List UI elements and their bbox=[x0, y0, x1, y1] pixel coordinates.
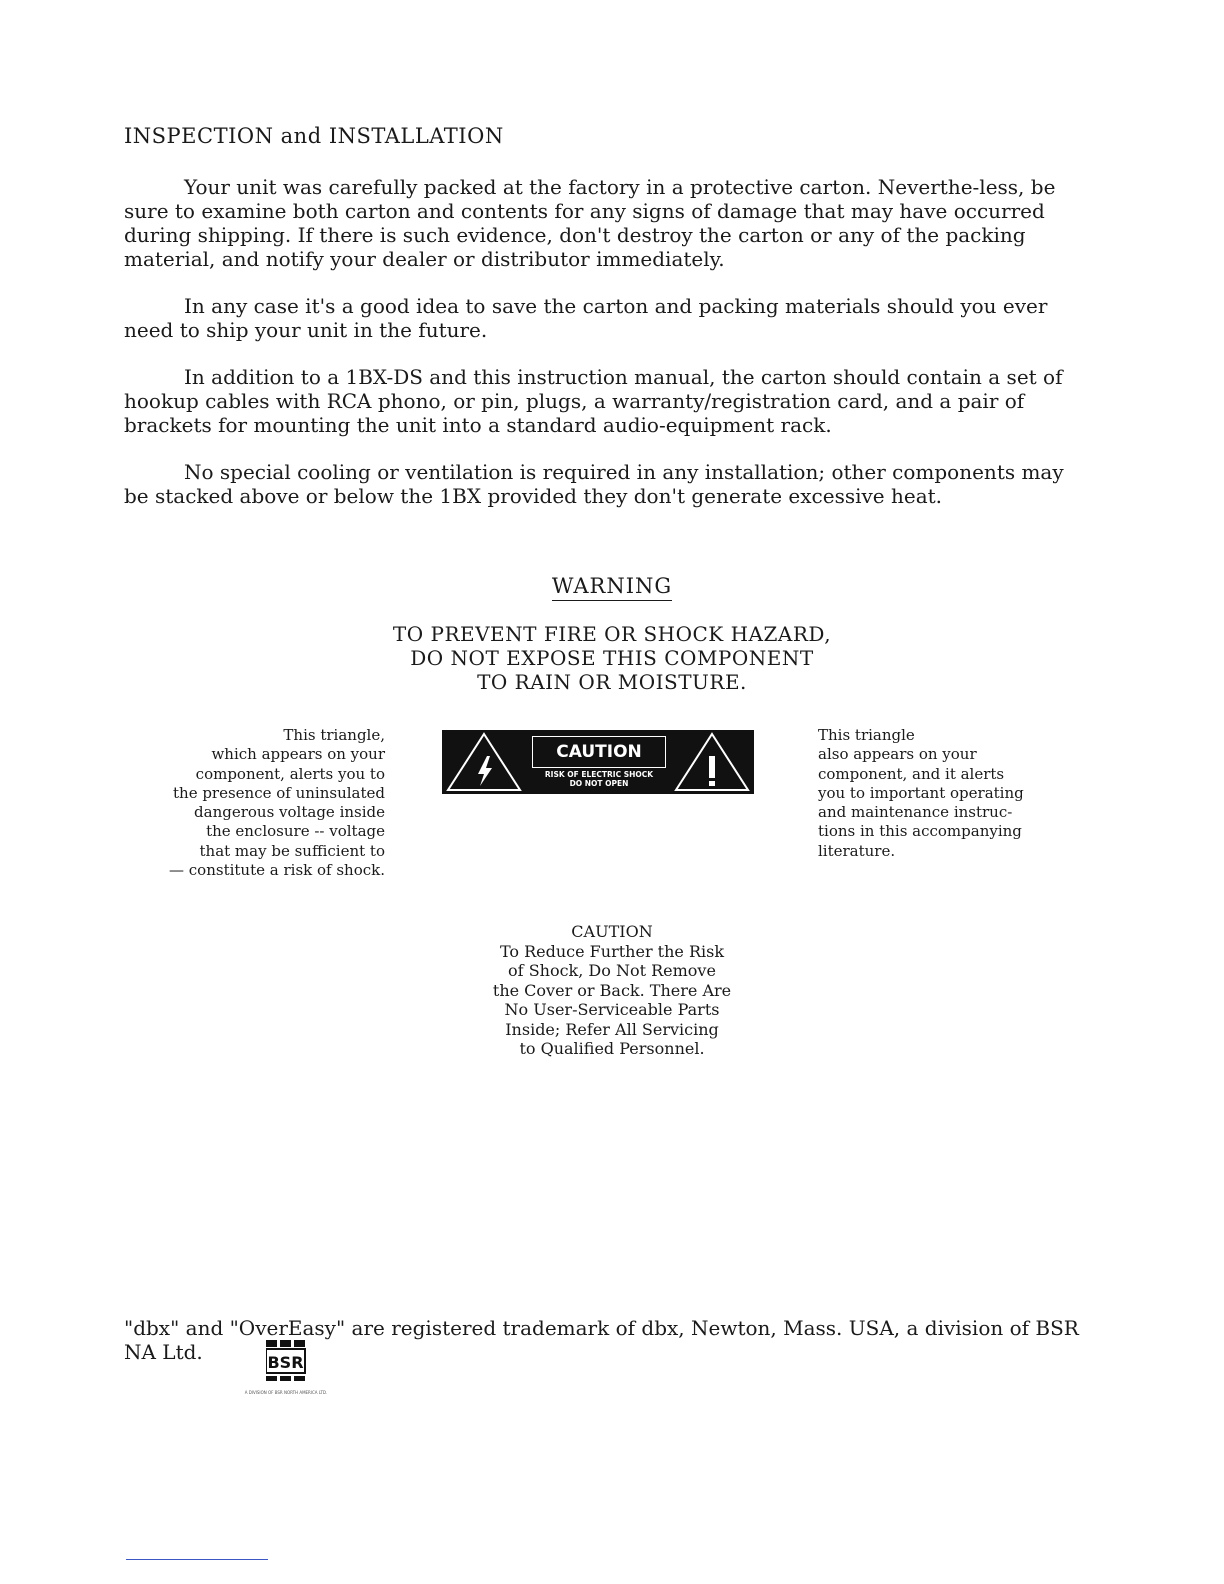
caution-label-line: DO NOT OPEN bbox=[569, 779, 629, 788]
warning-line: TO PREVENT FIRE OR SHOCK HAZARD, bbox=[392, 622, 832, 646]
note-line: component, and it alerts bbox=[818, 764, 1005, 783]
caution-notice-line: No User-Serviceable Parts bbox=[504, 1000, 720, 1019]
note-line: literature. bbox=[818, 841, 896, 860]
note-line: dangerous voltage inside bbox=[194, 803, 385, 822]
note-line: you to important operating bbox=[818, 783, 1024, 802]
note-line: — constitute a risk of shock. bbox=[169, 861, 385, 880]
caution-notice-line: To Reduce Further the Risk bbox=[499, 941, 725, 961]
warning-line: TO RAIN OR MOISTURE. bbox=[477, 670, 747, 694]
trademark-footer: "dbx" and "OverEasy" are registered trademark of dbx, Newton, Mass. USA, a division of BSR NA Ltd. bbox=[124, 1316, 1079, 1364]
note-line: that may be sufficient to bbox=[199, 841, 385, 860]
paragraph-ventilation: No special cooling or ventilation is required in any installation; other components may be stacked above or below the 1BX provided they don't generate excessive heat. bbox=[124, 460, 1064, 508]
note-line: which appears on your bbox=[211, 745, 385, 764]
note-line: tions in this accompanying bbox=[818, 822, 1022, 841]
warning-title-text: WARNING bbox=[552, 574, 672, 601]
caution-notice-line: Inside; Refer All Servicing bbox=[505, 1019, 719, 1039]
caution-notice-line: CAUTION bbox=[571, 922, 653, 941]
note-line: the enclosure -- voltage bbox=[206, 822, 385, 841]
bsr-logo-tagline: A DIVISION OF BSR NORTH AMERICA LTD. bbox=[244, 1390, 328, 1395]
note-line: and maintenance instruc- bbox=[818, 803, 1013, 822]
warning-line: DO NOT EXPOSE THIS COMPONENT bbox=[410, 646, 814, 670]
bsr-logo bbox=[266, 1340, 306, 1382]
note-line: also appears on your bbox=[818, 745, 977, 764]
note-line: This triangle, bbox=[283, 726, 385, 744]
note-line: component, alerts you to bbox=[195, 764, 385, 783]
paragraph-inspection: Your unit was carefully packed at the factory in a protective carton. Neverthe-less, be sure to examine both carton and contents for any signs of damage that may have occurred during shipping. If there is such evidence, don't destroy the carton or any of the packing material, and notify your dealer or distributor immediately. bbox=[124, 175, 1056, 271]
caution-label bbox=[442, 730, 754, 794]
caution-notice-line: to Qualified Personnel. bbox=[519, 1039, 705, 1058]
lightning-triangle-note bbox=[130, 726, 385, 880]
paragraph-save-carton: In any case it's a good idea to save the carton and packing materials should you ever need to ship your unit in the future. bbox=[124, 294, 1048, 342]
svg-text:BSR: BSR bbox=[267, 1353, 304, 1372]
note-line: This triangle bbox=[818, 726, 915, 744]
exclamation-triangle-note bbox=[818, 726, 1078, 861]
bsr-logo-mark bbox=[266, 1340, 306, 1382]
warning-text bbox=[0, 622, 1224, 694]
caution-notice-line: of Shock, Do Not Remove bbox=[508, 961, 716, 980]
warning-title bbox=[0, 574, 1224, 598]
caution-label-subtext bbox=[532, 770, 666, 788]
caution-notice bbox=[0, 922, 1224, 1059]
lightning-triangle-icon bbox=[448, 734, 520, 790]
section-heading: INSPECTION and INSTALLATION bbox=[124, 124, 504, 148]
caution-notice-line: the Cover or Back. There Are bbox=[492, 980, 732, 1000]
note-line: the presence of uninsulated bbox=[173, 783, 385, 802]
exclamation-triangle-icon bbox=[676, 734, 748, 790]
caution-label-title: CAUTION bbox=[532, 736, 666, 768]
caution-label-line: RISK OF ELECTRIC SHOCK bbox=[544, 770, 654, 779]
bottom-rule bbox=[126, 1559, 268, 1560]
paragraph-contents: In addition to a 1BX-DS and this instruction manual, the carton should contain a set of hookup cables with RCA phono, or pin, plugs, a warranty/registration card, and a pair of brackets for mounting the unit into a standard audio-equipment rack. bbox=[124, 365, 1063, 437]
